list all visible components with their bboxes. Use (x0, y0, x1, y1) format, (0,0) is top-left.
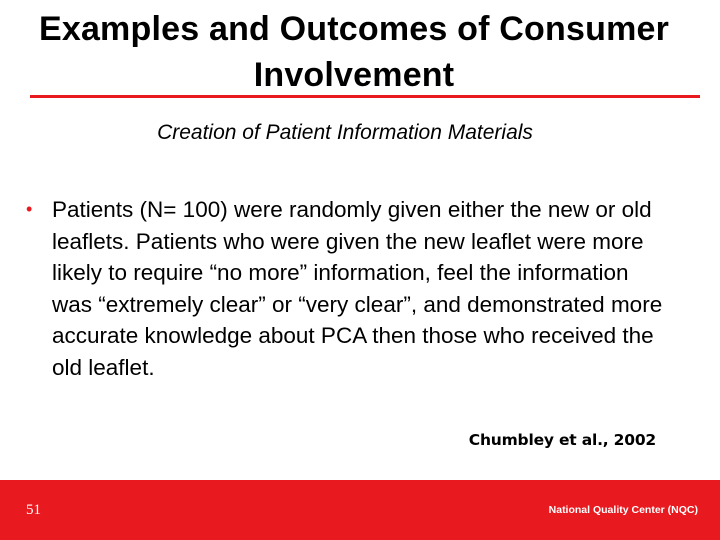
bullet-text: Patients (N= 100) were randomly given either the new or old leaflets. Patients who were given the new leaflet were more likely to require “no more” information, feel the information was “extremely clear” or “very clear”, and demonstrated more accurate knowledge about PCA then those who received the old leaflet. (52, 197, 663, 380)
bullet-item (24, 194, 674, 383)
slide-title: Examples and Outcomes of Consumer Involvement (38, 10, 670, 94)
footer-organization: National Quality Center (NQC) (548, 504, 698, 516)
bullet-list (24, 194, 674, 383)
bullet-marker-icon: • (26, 199, 33, 219)
slide-subtitle: Creation of Patient Information Materials (157, 121, 533, 144)
title-underline-rule (30, 95, 700, 98)
citation: Chumbley et al., 2002 (468, 431, 656, 449)
footer-bar (0, 480, 720, 540)
page-number: 51 (26, 502, 41, 518)
